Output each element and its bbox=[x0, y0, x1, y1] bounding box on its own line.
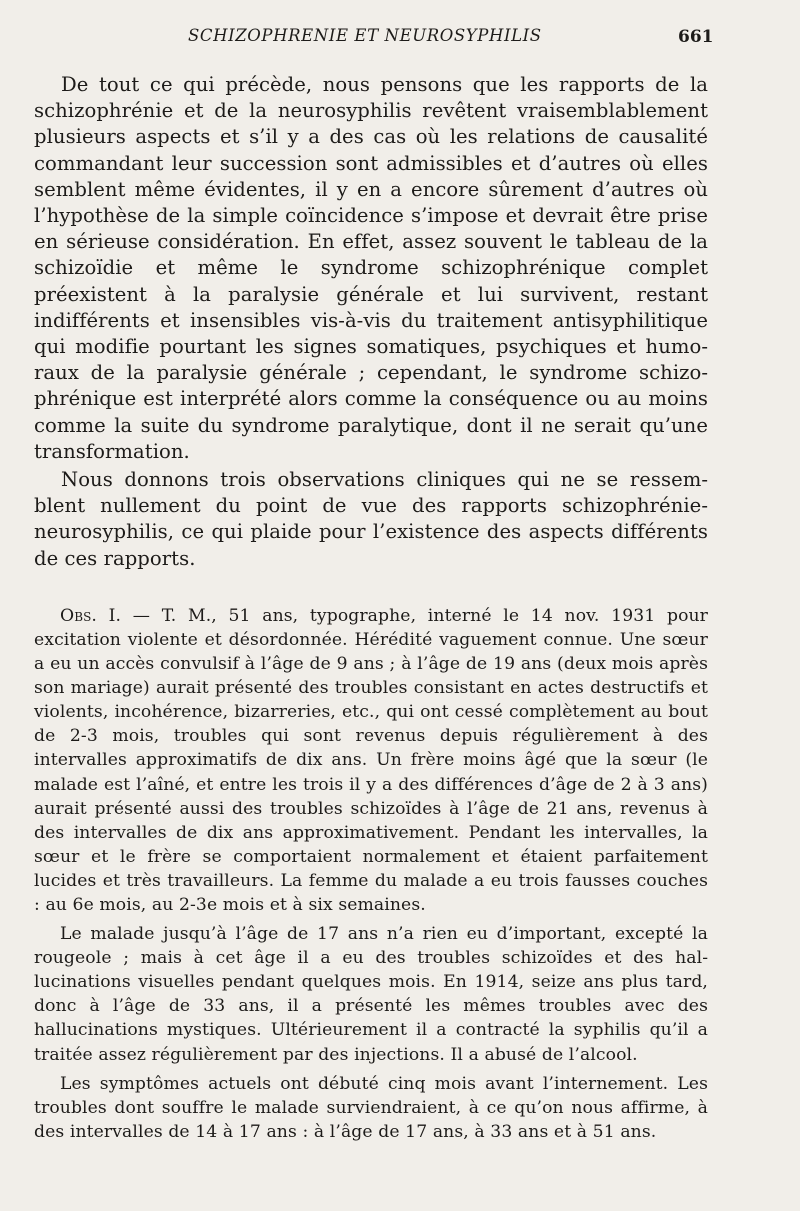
observation-paragraph-3: Les symptômes actuels ont débuté cinq mois avant l’internement. Les troubles dont souffre le malade surviendraient, à ce qu’on nous affirme, à des intervalles de 14 à 17 ans : à l’âge de 17 ans, à 33 ans et à 51 ans. bbox=[34, 1073, 708, 1142]
intro-paragraph-2: Nous donnons trois observations cliniques qui ne se ressemblent nullement du point de vue des rapports schizophrénie-neurosyphilis, ce qui plaide pour l’existence des aspects différents de ces rapports. bbox=[34, 468, 708, 570]
page-header bbox=[0, 26, 800, 50]
page-number: 661 bbox=[678, 27, 714, 47]
intro-section bbox=[34, 72, 708, 572]
body-text bbox=[34, 72, 708, 1144]
running-title: SCHIZOPHRENIE ET NEUROSYPHILIS bbox=[188, 26, 542, 45]
observation-text: — T. M., 51 ans, typographe, interné le 14 nov. 1931 pour excitation violente et désordonnée. Hérédité vaguement connue. Une sœur a eu un accès convulsif à l’âge de 9 ans ; à l’âge de 19 ans (deux mois après son mariage) aurait présenté des troubles consistant en actes destructifs et violents, incohérence, bizarreries, etc., qui ont cessé complètement au bout de 2-3 mois, troubles qui sont revenus depuis régulièrement à des intervalles approximatifs de dix ans. Un frère moins âgé que la sœur (le malade est l’aîné, et entre les trois il y a des différences d’âge de 2 à 3 ans) aurait présenté aussi des troubles schizoïdes à l’âge de 21 ans, revenus à des intervalles de dix ans approximativement. Pendant les intervalles, la sœur et le frère se comportaient normalement et étaient parfaitement lucides et très travailleurs. La femme du malade a eu trois fausses couches : au 6e mois, au 2-3e mois et à six semaines. bbox=[34, 605, 709, 915]
observation-label: Obs. I. bbox=[60, 605, 122, 626]
intro-paragraph-1: De tout ce qui précède, nous pensons que les rapports de la schizophrénie et de la neurosyphilis revêtent vraisemblablement plusieurs aspects et s’il y a des cas où les relations de causalité commandant leur succession sont admissibles et d’autres où elles semblent même évidentes, il y en a encore sûrement d’autres où l’hypothèse de la simple coïncidence s’impose et devrait être prise en sérieuse considération. En effet, assez souvent le tableau de la schizoïdie et même le syndrome schizophrénique complet préexistent à la paralysie générale et lui survivent, restant indifférents et insensibles vis-à-vis du traitement antisyphilitique qui modifie pourtant les signes somatiques, psychiques et humoraux de la paralysie générale ; cependant, le syndrome schizophrénique est interprété alors comme la conséquence ou au moins comme la suite du syndrome paralytique, dont il ne serait qu’une transformation. bbox=[34, 73, 708, 463]
observation-section bbox=[34, 604, 708, 1144]
observation-paragraph-2: Le malade jusqu’à l’âge de 17 ans n’a rien eu d’important, excepté la rougeole ; mais à cet âge il a eu des troubles schizoïdes et des hallucinations visuelles pendant quelques mois. En 1914, seize ans plus tard, donc à l’âge de 33 ans, il a présenté les mêmes troubles avec des hallucinations mystiques. Ultérieurement il a contracté la syphilis qu’il a traitée assez régulièrement par des injections. Il a abusé de l’alcool. bbox=[34, 924, 708, 1065]
observation-paragraph-1 bbox=[34, 604, 708, 917]
